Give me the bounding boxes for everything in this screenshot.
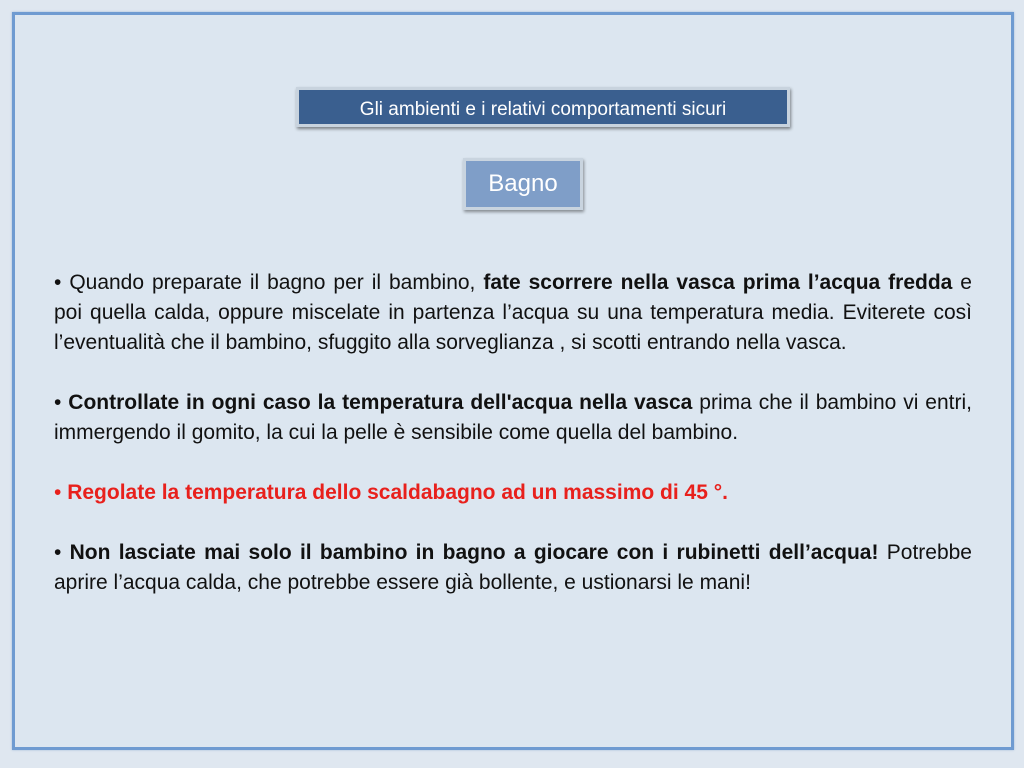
bullet-text: prima che il bambino vi entri, immergendo il gomito, la cui la pelle è sensibile come quella del bambino.: [54, 391, 972, 444]
bullet-marker: •: [54, 271, 62, 294]
bullet-text: Potrebbe aprire l’acqua calda, che potrebbe essere già bollente, e ustionarsi le mani!: [54, 541, 972, 594]
bullet-bold-text: Controllate in ogni caso la temperatura dell'acqua nella vasca: [68, 391, 693, 414]
bullet-bold-text: Non lasciate mai solo il bambino in bagno a giocare con i rubinetti dell’acqua!: [69, 541, 879, 564]
bullet-list: [54, 268, 972, 628]
bullet-bold-text: fate scorrere nella vasca prima l’acqua fredda: [483, 271, 953, 294]
bullet-marker: •: [54, 391, 62, 414]
slide-title: Gli ambienti e i relativi comportamenti sicuri: [296, 87, 790, 127]
bullet-item: [54, 388, 972, 448]
bullet-item-warning: [54, 478, 972, 508]
bullet-text: e poi quella calda, oppure miscelate in partenza l’acqua su una temperatura media. Eviterete così l’eventualità che il bambino, sfuggito alla sorveglianza , si scotti entrando nella vasca.: [54, 271, 972, 354]
bullet-marker: •: [54, 481, 62, 504]
warning-text: Regolate la temperatura dello scaldabagno ad un massimo di 45 °.: [67, 481, 728, 504]
section-title: Bagno: [463, 158, 583, 210]
bullet-text: Quando preparate il bagno per il bambino,: [69, 271, 484, 294]
bullet-marker: •: [54, 541, 62, 564]
bullet-item: [54, 268, 972, 358]
bullet-item: [54, 538, 972, 598]
